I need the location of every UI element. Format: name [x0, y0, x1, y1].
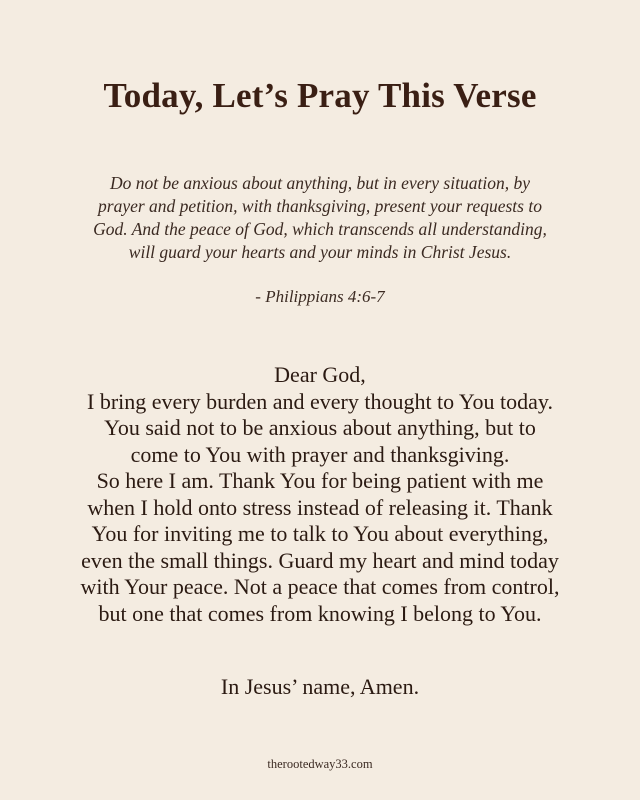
- prayer-line: Dear God,: [274, 362, 366, 387]
- prayer-line: I bring every burden and every thought to You today.: [87, 388, 553, 414]
- prayer-line: You said not to be anxious about anything, but to: [104, 415, 536, 440]
- verse-line: will guard your hearts and your minds in Christ Jesus.: [128, 242, 512, 262]
- verse-reference: - Philippians 4:6-7: [255, 287, 385, 306]
- verse-line: prayer and petition, with thanksgiving, present your requests to: [98, 196, 542, 216]
- prayer-line: You for inviting me to talk to You about everything,: [91, 521, 549, 546]
- page-title: Today, Let’s Pray This Verse: [103, 76, 537, 115]
- prayer-line: come to You with prayer and thanksgiving.: [130, 441, 510, 467]
- prayer-line: with Your peace. Not a peace that comes from control,: [80, 574, 560, 599]
- prayer-line: even the small things. Guard my heart and mind today: [81, 547, 559, 573]
- website-credit: therootedway33.com: [267, 757, 373, 771]
- prayer-text: [40, 362, 600, 627]
- verse-line: Do not be anxious about anything, but in every situation, by: [110, 173, 530, 193]
- prayer-line: when I hold onto stress instead of releasing it. Thank: [87, 494, 553, 520]
- verse-line: God. And the peace of God, which transcends all understanding,: [93, 219, 547, 239]
- verse-text: [80, 172, 560, 264]
- prayer-closing: In Jesus’ name, Amen.: [220, 674, 420, 699]
- prayer-line: but one that comes from knowing I belong to You.: [98, 600, 542, 626]
- prayer-line: So here I am. Thank You for being patient with me: [96, 468, 544, 493]
